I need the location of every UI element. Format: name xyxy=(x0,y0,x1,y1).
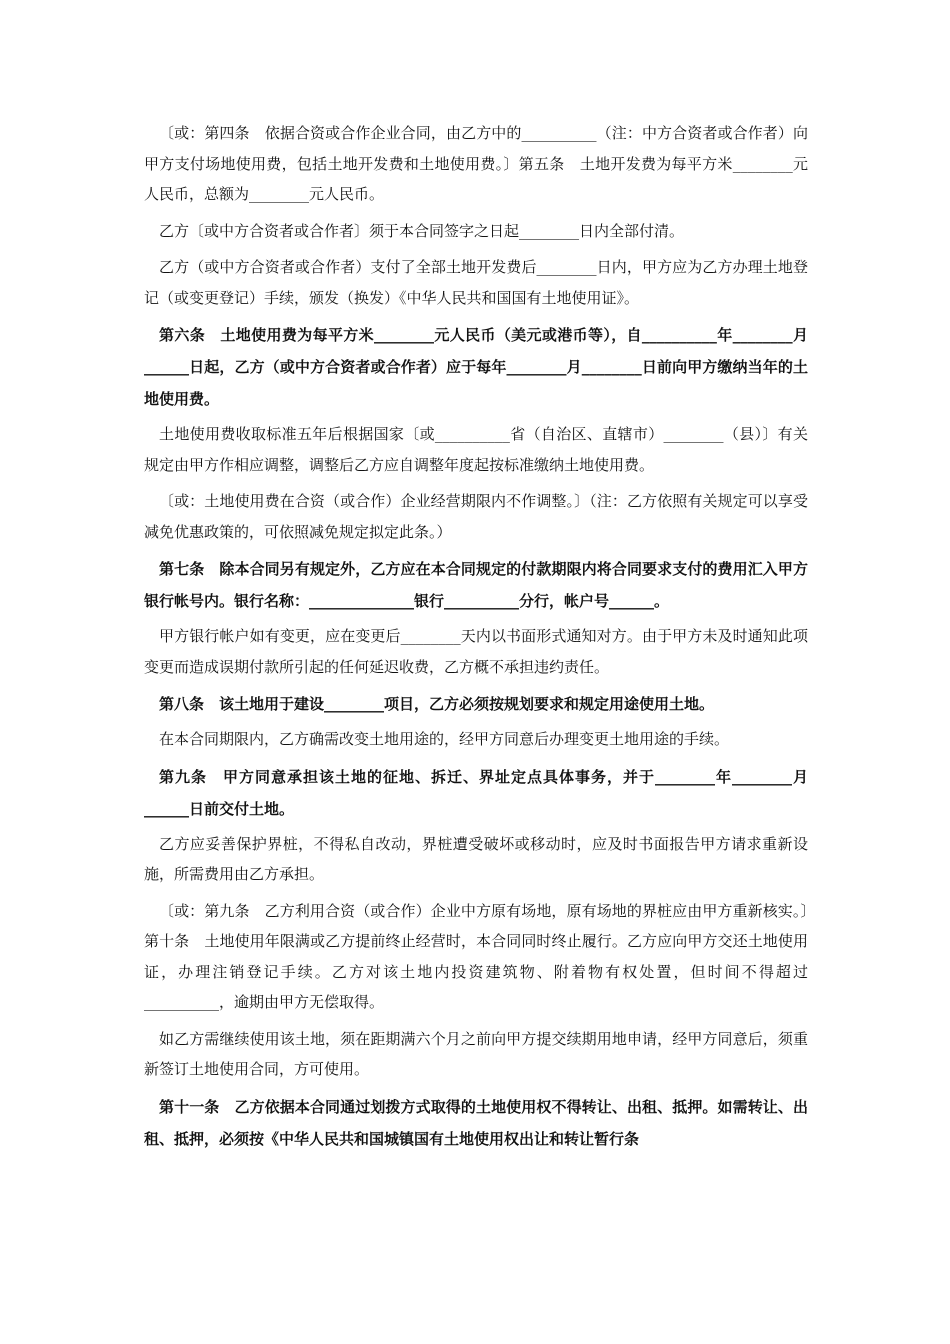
paragraph-article-7: 第七条 除本合同另有规定外，乙方应在本合同规定的付款期限内将合同要求支付的费用汇入甲方银行帐号内。银行名称：______________银行__________分行，帐户号______。 xyxy=(144,560,808,610)
paragraph-article-9: 第九条 甲方同意承担该土地的征地、拆迁、界址定点具体事务，并于________年________月______日前交付土地。 xyxy=(144,767,808,818)
paragraph-fee-no-adjustment: 〔或：土地使用费在合资（或合作）企业经营期限内不作调整。〕（注：乙方依照有关规定可以享受减免优惠政策的，可依照减免规定拟定此条。） xyxy=(144,492,808,541)
paragraph-article-11: 第十一条 乙方依据本合同通过划拨方式取得的土地使用权不得转让、出租、抵押。如需转让、出租、抵押，必须按《中华人民共和国城镇国有土地使用权出让和转让暂行条 xyxy=(144,1097,808,1148)
paragraph-renewal: 如乙方需继续使用该土地，须在距期满六个月之前向甲方提交续期用地申请，经甲方同意后，须重新签订土地使用合同，方可使用。 xyxy=(144,1029,808,1078)
document-body xyxy=(144,118,808,1159)
paragraph-land-use-change: 在本合同期限内，乙方确需改变土地用途的，经甲方同意后办理变更土地用途的手续。 xyxy=(159,730,730,748)
paragraph-payment-deadline: 乙方〔或中方合资者或合作者〕须于本合同签字之日起________日内全部付清。 xyxy=(159,221,685,240)
paragraph-article-6: 第六条 土地使用费为每平方米________元人民币（美元或港币等），自__________年________月______日起，乙方（或中方合资者或合作者）应于每年________月________日前向甲方缴纳当年的土地使用费。 xyxy=(144,326,808,408)
paragraph-article-8: 第八条 该土地用于建设________项目，乙方必须按规划要求和规定用途使用土地。 xyxy=(159,695,715,713)
paragraph-land-registration: 乙方（或中方合资者或合作者）支付了全部土地开发费后________日内，甲方应为乙方办理土地登记（或变更登记）手续，颁发（换发）《中华人民共和国国有土地使用证》。 xyxy=(144,258,808,307)
paragraph-bank-change: 甲方银行帐户如有变更，应在变更后________天内以书面形式通知对方。由于甲方未及时通知此项变更而造成误期付款所引起的任何延迟收费，乙方概不承担违约责任。 xyxy=(144,627,808,676)
paragraph-boundary-markers: 乙方应妥善保护界桩，不得私自改动，界桩遭受破坏或移动时，应及时书面报告甲方请求重新设施，所需费用由乙方承担。 xyxy=(144,834,808,883)
paragraph-fee-adjustment: 土地使用费收取标准五年后根据国家〔或__________省（自治区、直辖市）________（县）〕有关规定由甲方作相应调整，调整后乙方应自调整年度起按标准缴纳土地使用费。 xyxy=(144,425,808,474)
paragraph-article-4-5: 〔或：第四条 依据合资或合作企业合同，由乙方中的__________（注：中方合资者或合作者）向甲方支付场地使用费，包括土地开发费和土地使用费。〕第五条 土地开发费为每平方米________元人民币，总额为________元人民币。 xyxy=(144,124,808,203)
paragraph-article-9-10-alt: 〔或：第九条 乙方利用合资（或合作）企业中方原有场地，原有场地的界桩应由甲方重新核实。〕第十条 土地使用年限满或乙方提前终止经营时，本合同同时终止履行。乙方应向甲方交还土地使用证，办理注销登记手续。乙方对该土地内投资建筑物、附着物有权处置，但时间不得超过__________，逾期由甲方无偿取得。 xyxy=(144,901,808,1011)
